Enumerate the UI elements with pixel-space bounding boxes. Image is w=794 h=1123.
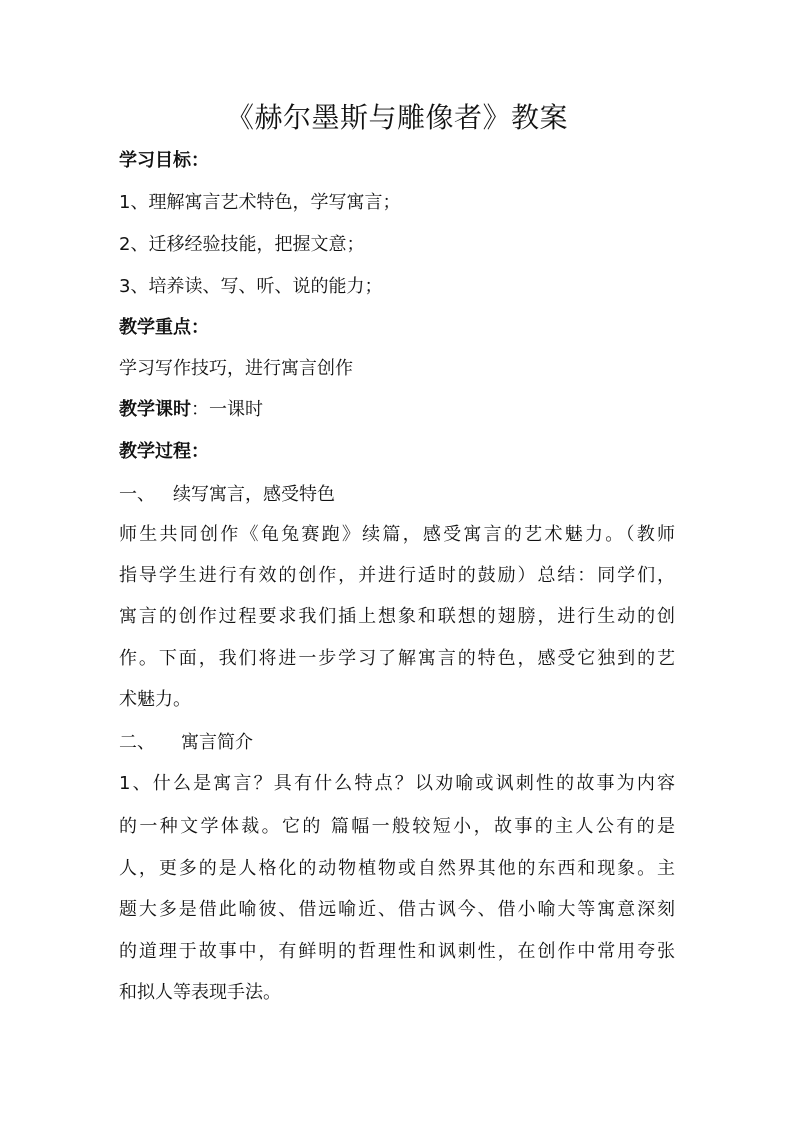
section-2-paragraph-line: 的一种文学体裁。它的 篇幅一般较短小，故事的主人公有的是 xyxy=(119,816,675,837)
hours-value: ：一课时 xyxy=(191,399,263,420)
focus-text: 学习写作技巧，进行寓言创作 xyxy=(119,358,353,379)
section-1-paragraph-line: 寓言的创作过程要求我们插上想象和联想的翅膀，进行生动的创 xyxy=(119,606,675,627)
section-1-number: 一、 xyxy=(119,484,155,505)
hours-label: 教学课时 xyxy=(119,399,191,420)
objectives-heading: 学习目标： xyxy=(119,150,209,171)
section-2-paragraph-line: 1、什么是寓言？具有什么特点？以劝喻或讽刺性的故事为内容 xyxy=(119,773,675,794)
section-2-paragraph-line: 人，更多的是人格化的动物植物或自然界其他的东西和现象。主 xyxy=(119,858,675,879)
section-1-title: 续写寓言，感受特色 xyxy=(173,484,335,505)
document-title: 《赫尔墨斯与雕像者》教案 xyxy=(225,101,568,134)
section-2-paragraph-line: 题大多是借此喻彼、借远喻近、借古讽今、借小喻大等寓意深刻 xyxy=(119,899,675,920)
process-heading: 教学过程： xyxy=(119,441,209,462)
objective-item: 2、迁移经验技能，把握文意； xyxy=(119,234,365,255)
section-2-paragraph-line: 和拟人等表现手法。 xyxy=(119,982,281,1003)
objective-item: 1、理解寓言艺术特色，学写寓言； xyxy=(119,192,401,213)
section-1-paragraph-line: 指导学生进行有效的创作，并进行适时的鼓励）总结：同学们， xyxy=(119,565,675,586)
focus-heading: 教学重点： xyxy=(119,317,209,338)
hours-line xyxy=(119,397,263,423)
objective-item: 3、培养读、写、听、说的能力； xyxy=(119,276,383,297)
section-1-heading xyxy=(119,482,335,508)
section-1-paragraph-line: 作。下面，我们将进一步学习了解寓言的特色，感受它独到的艺 xyxy=(119,648,675,669)
section-2-paragraph-line: 的道理于故事中，有鲜明的哲理性和讽刺性，在创作中常用夸张 xyxy=(119,941,675,962)
section-1-paragraph-line: 术魅力。 xyxy=(119,689,191,710)
section-2-number: 二、 xyxy=(119,732,155,753)
section-2-heading xyxy=(119,730,253,756)
section-1-paragraph-line: 师生共同创作《龟兔赛跑》续篇，感受寓言的艺术魅力。（教师 xyxy=(119,524,675,545)
section-2-title: 寓言简介 xyxy=(181,732,253,753)
